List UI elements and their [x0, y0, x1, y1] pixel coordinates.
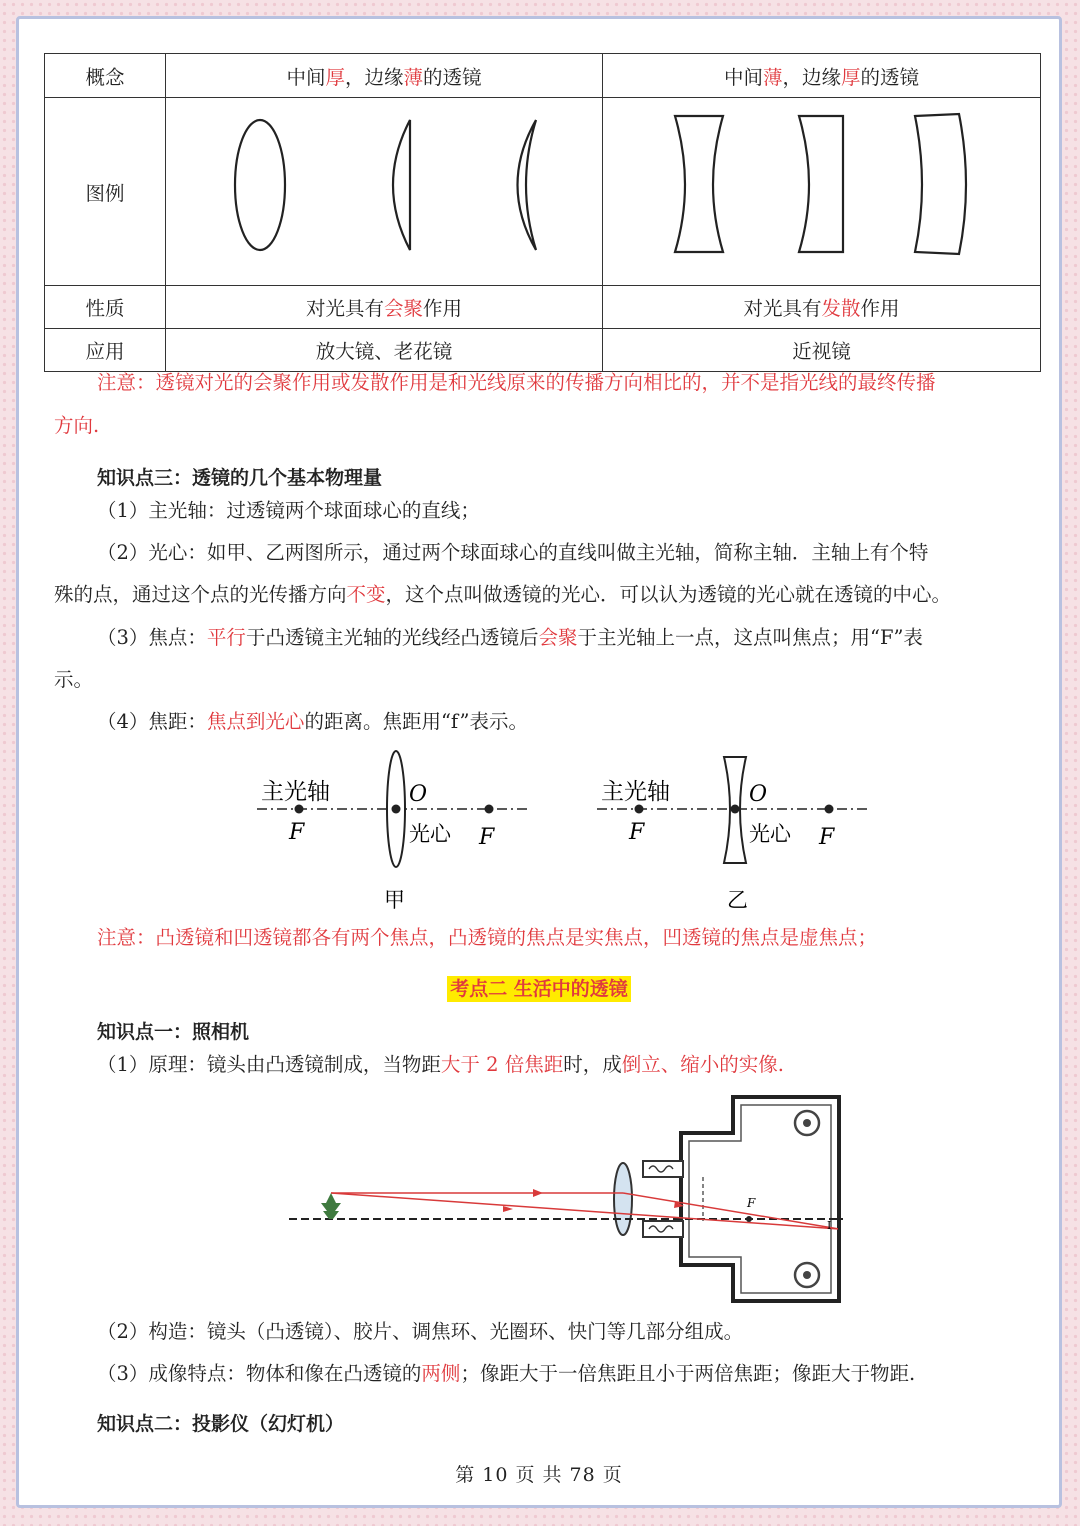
center-label: O: [749, 782, 768, 807]
optical-center-point: [731, 805, 740, 814]
kp1-item-2: （2）构造：镜头（凸透镜）、胶片、调焦环、光圈环、快门等几部分组成。: [97, 1320, 744, 1343]
concave-application: 近视镜: [603, 329, 1041, 372]
kp3-item-3-line-1: （3）焦点：平行于凸透镜主光轴的光线经凸透镜后会聚于主光轴上一点，这点叫焦点；用“F”表: [97, 626, 923, 649]
camera-lens-icon: [614, 1163, 632, 1235]
concave-lens-diagram: [589, 747, 879, 917]
property-label: 性质: [45, 286, 166, 329]
table-header-row: [45, 54, 1041, 98]
convex-lens-diagram: [249, 747, 539, 917]
lens-comparison-table: [44, 53, 1041, 372]
center-text: 光心: [409, 822, 451, 846]
application-row: [45, 329, 1041, 372]
concave-property: 对光具有发散作用: [603, 286, 1041, 329]
kp3-item-4: （4）焦距：焦点到光心的距离。焦距用“f”表示。: [97, 710, 529, 733]
figure-label: 图例: [45, 98, 166, 286]
property-row: [45, 286, 1041, 329]
application-label: 应用: [45, 329, 166, 372]
center-text: 光心: [749, 822, 791, 846]
document-page: [16, 16, 1062, 1508]
focus-label-left: F: [629, 820, 645, 845]
page-footer: 第 10 页 共 78 页: [455, 1464, 623, 1486]
axis-label: 主光轴: [601, 779, 670, 805]
concept-header: 概念: [45, 54, 166, 98]
kp3-item-2-line-2: 殊的点，通过这个点的光传播方向不变，这个点叫做透镜的光心．可以认为透镜的光心就在透镜的中心。: [54, 583, 952, 606]
convex-property: 对光具有会聚作用: [166, 286, 603, 329]
focus-right-point: [825, 805, 834, 814]
focus-left-point: [295, 805, 304, 814]
convex-application: 放大镜、老花镜: [166, 329, 603, 372]
camera-focus-label: F: [747, 1196, 756, 1210]
kp3-item-2-line-1: （2）光心：如甲、乙两图所示，通过两个球面球心的直线叫做主光轴，简称主轴．主轴上有个特: [97, 541, 929, 564]
focus-label-right: F: [819, 825, 835, 850]
kp2-title: 知识点二：投影仪（幻灯机）: [97, 1413, 345, 1435]
camera-diagram: [271, 1089, 851, 1309]
note-1-line-2: 方向.: [54, 414, 100, 437]
kp3-item-1: （1）主光轴：过透镜两个球面球心的直线；: [97, 499, 480, 522]
center-label: O: [409, 782, 428, 807]
axis-label: 主光轴: [261, 779, 330, 805]
concave-lens-shapes-icon: [603, 98, 1040, 280]
convex-lens-figures: [166, 98, 603, 286]
convex-lens-header: 中间厚，边缘薄的透镜: [166, 54, 603, 98]
focus-left-point: [635, 805, 644, 814]
convex-lens-shapes-icon: [166, 98, 602, 280]
section-2-title: 考点二 生活中的透镜: [447, 976, 631, 1002]
section-2-title-wrap: [19, 974, 1059, 1001]
focus-label-right: F: [479, 825, 495, 850]
figure-row: [45, 98, 1041, 286]
caption-jia: 甲: [384, 888, 405, 912]
note-2: 注意：凸透镜和凹透镜都各有两个焦点，凸透镜的焦点是实焦点，凹透镜的焦点是虚焦点；: [97, 926, 878, 949]
concave-lens-figures: [603, 98, 1041, 286]
kp3-title: 知识点三：透镜的几个基本物理量: [97, 467, 383, 489]
kp1-item-3: （3）成像特点：物体和像在凸透镜的两侧；像距大于一倍焦距且小于两倍焦距；像距大于物距.: [97, 1362, 916, 1385]
concave-lens-header: 中间薄，边缘厚的透镜: [603, 54, 1041, 98]
caption-yi: 乙: [727, 888, 748, 912]
focus-right-point: [485, 805, 494, 814]
kp3-item-3-line-2: 示。: [54, 668, 94, 691]
kp1-item-1: （1）原理：镜头由凸透镜制成，当物距大于 2 倍焦距时，成倒立、缩小的实像.: [97, 1053, 784, 1076]
camera-image-label: I: [827, 1219, 832, 1232]
optical-center-point: [392, 805, 401, 814]
note-1-line-1: 注意：透镜对光的会聚作用或发散作用是和光线原来的传播方向相比的，并不是指光线的最终传播: [97, 371, 936, 394]
focus-label-left: F: [289, 820, 305, 845]
kp1-title: 知识点一：照相机: [97, 1021, 250, 1043]
